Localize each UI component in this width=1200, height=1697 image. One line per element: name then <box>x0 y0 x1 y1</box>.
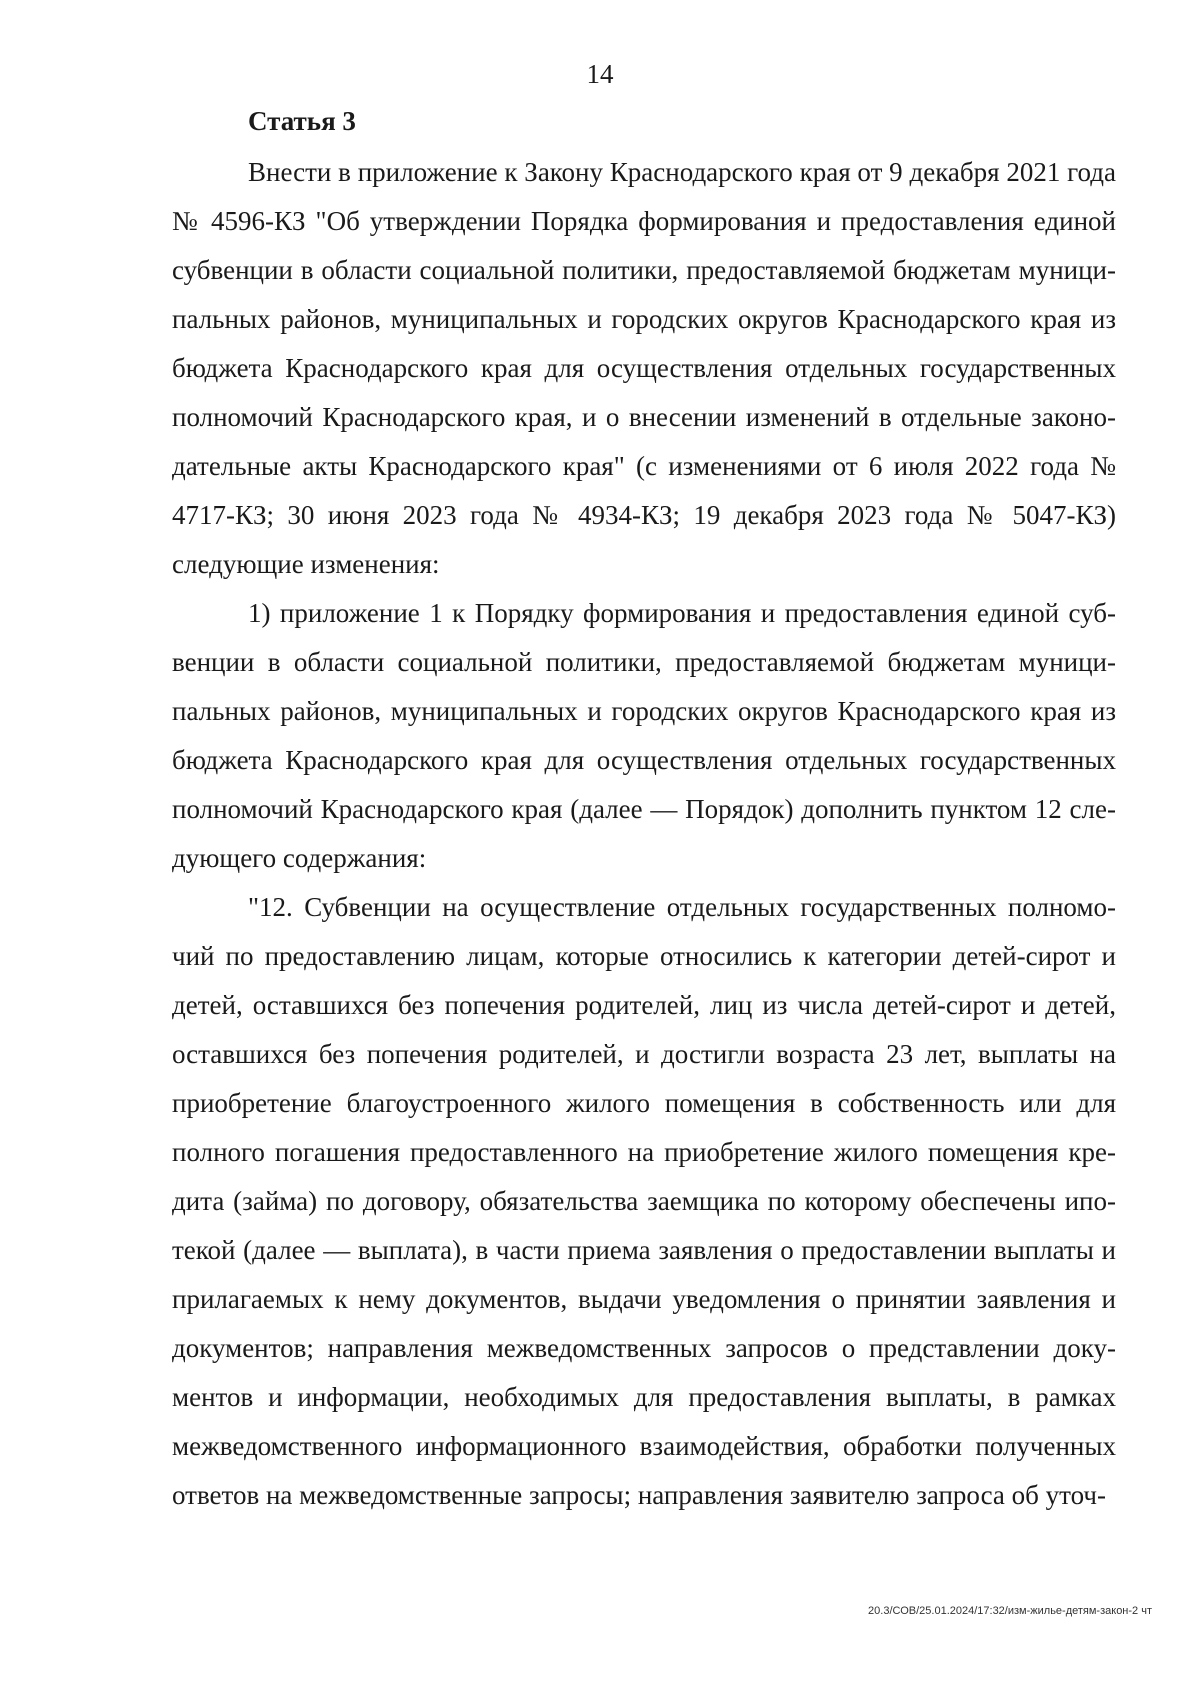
document-body <box>172 148 1116 1520</box>
paragraph-point-12: "12. Субвенции на осуществление отдельных государственных полномочий по предоставлению лицам, которые относились к категории детей-сирот и детей, оставшихся без попечения родителей, лиц из числа детей-сирот и детей, оставшихся без попечения родителей, и достигли возраста 23 лет, выплаты на приобретение благоустроенного жилого помещения в собственность или для полного погашения предоставленного на приобретение жилого помещения кредита (займа) по договору, обязательства заемщика по которому обеспечены ипотекой (далее — выплата), в части приема заявления о предоставлении выплаты и прилагаемых к нему документов, выдачи уведомления о принятии заявления и документов; направления межведомственных запросов о представлении документов и информации, необходимых для предоставления выплаты, в рамках межведомственного информационного взаимодействия, обработки полученных ответов на межведомственные запросы; направления заявителю запроса об уточ- <box>172 892 1116 1510</box>
paragraph-amendment-intro: Внести в приложение к Закону Краснодарского края от 9 декабря 2021 года № 4596-КЗ "Об утверждении Порядка формирования и предоставления единой субвенции в области социальной политики, предоставляемой бюджетам муниципальных районов, муниципальных и городских округов Краснодарского края из бюджета Краснодарского края для осуществления отдельных государственных полномочий Краснодарского края, и о внесении изменений в отдельные законодательные акты Краснодарского края" (с изменениями от 6 июля 2022 года № 4717-КЗ; 30 июня 2023 года № 4934-КЗ; 19 декабря 2023 года № 5047-КЗ) следующие изменения: <box>172 157 1116 579</box>
article-heading: Статья 3 <box>248 106 356 136</box>
document-footer-code: 20.3/СОВ/25.01.2024/17:32/изм-жилье-детям-закон-2 чт <box>868 1605 1152 1617</box>
page-number: 14 <box>586 59 614 89</box>
paragraph-item-1: 1) приложение 1 к Порядку формирования и предоставления единой субвенции в области социальной политики, предоставляемой бюджетам муниципальных районов, муниципальных и городских округов Краснодарского края из бюджета Краснодарского края для осуществления отдельных государственных полномочий Краснодарского края (далее — Порядок) дополнить пунктом 12 следующего содержания: <box>172 598 1116 873</box>
